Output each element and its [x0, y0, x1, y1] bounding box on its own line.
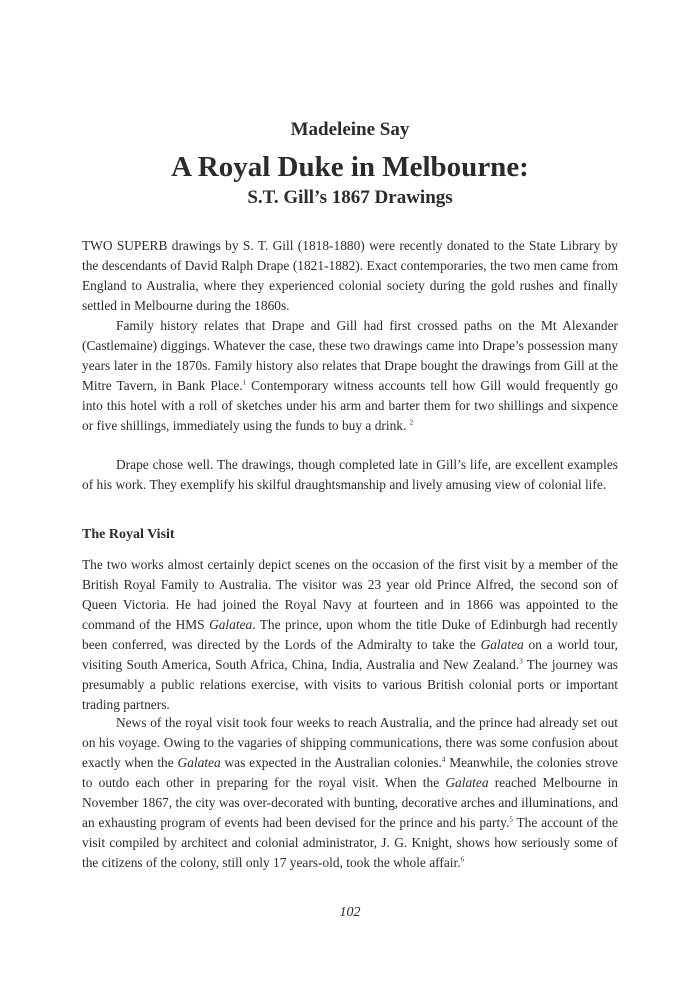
text-run: reached Melbourne in November 1867, the city was over-decorated with bunting, decorative arches and illuminations, and an exhausting program of events had been devised for the prince and his party. — [82, 775, 619, 830]
author-name: Madeleine Say — [290, 119, 410, 140]
ship-name-italic: Galatea — [445, 775, 489, 790]
article-title: A Royal Duke in Melbourne: — [171, 151, 529, 183]
footnote-marker: 5 — [509, 815, 513, 824]
text-run: TWO SUPERB drawings by S. T. Gill (1818-1880) were recently donated to the State Library by the descendants of David Ralph Drape (1821-1882). Exact contemporaries, the two men came from England to Australia, where they experienced colonial society during the gold rushes and finally settled in Melbourne during the 1860s. — [82, 238, 618, 313]
paragraph-family-history — [82, 316, 618, 436]
text-run: . The prince, upon whom the title Duke of Edinburgh had recently been conferred, was directed by the Lords of the Admiralty to take the — [82, 617, 618, 652]
text-run: Contemporary witness accounts tell how Gill would frequently go into this hotel with a roll of sketches under his arm and barter them for two shillings and sixpence or five shillings, immediately using the funds to buy a drink. — [82, 378, 618, 433]
text-run: on a world tour, visiting South America, South Africa, China, India, Australia and New Zealand. — [82, 637, 618, 672]
page-number: 102 — [339, 905, 361, 920]
text-run: The journey was presumably a public relations exercise, with visits to various British colonial ports or important trading partners. — [82, 657, 618, 712]
text-run: Drape chose well. The drawings, though completed late in Gill’s life, are excellent examples of his work. They exemplify his skilful draughtsmanship and lively amusing view of colonial life. — [82, 457, 618, 492]
footnote-marker: 3 — [519, 657, 523, 666]
article-subtitle: S.T. Gill’s 1867 Drawings — [247, 187, 453, 208]
footnote-marker: 6 — [460, 855, 465, 864]
text-run: Family history relates that Drape and Gill had first crossed paths on the Mt Alexander (Castlemaine) diggings. Whatever the case, these two drawings came into Drape’s possession many years later in the 1870s. Family history also relates that Drape bought the drawings from Gill at the Mitre Tavern, in Bank Place. — [82, 318, 618, 393]
paragraph-news — [82, 713, 618, 873]
ship-name-italic: Galatea — [209, 617, 253, 632]
footnote-marker: 2 — [409, 418, 414, 427]
paragraph-drape-chose — [82, 455, 618, 495]
section-heading: The Royal Visit — [82, 527, 175, 542]
text-run: was expected in the Australian colonies. — [220, 755, 442, 770]
text-run: News of the royal visit took four weeks to reach Australia, and the prince had already set out on his voyage. Owing to the vagaries of shipping communications, there was some confusion about exactly when the — [82, 715, 618, 770]
footnote-marker: 1 — [242, 378, 247, 387]
paragraph-intro — [82, 236, 618, 316]
paragraph-royal-visit — [82, 555, 618, 715]
text-run: Meanwhile, the colonies strove to outdo each other in preparing for the royal visit. When the — [82, 755, 619, 790]
ship-name-italic: Galatea — [480, 637, 524, 652]
text-run: The two works almost certainly depict scenes on the occasion of the first visit by a member of the British Royal Family to Australia. The visitor was 23 year old Prince Alfred, the second son of Queen Victoria. He had joined the Royal Navy at fourteen and in 1866 was appointed to the command of the HMS — [82, 557, 618, 632]
ship-name-italic: Galatea — [177, 755, 221, 770]
footnote-marker: 4 — [441, 755, 446, 764]
text-run: The account of the visit compiled by architect and colonial administrator, J. G. Knight, shows how seriously some of the citizens of the colony, still only 17 years-old, took the whole affair. — [82, 815, 618, 870]
